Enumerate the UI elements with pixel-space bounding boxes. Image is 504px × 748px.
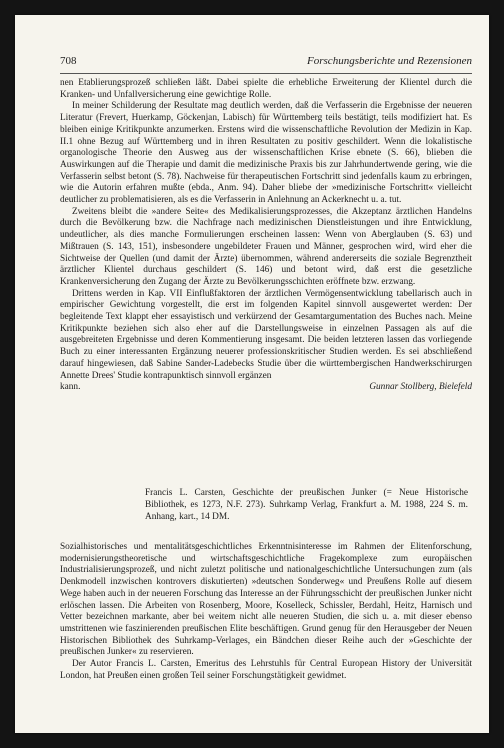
- reviewer-signature: Gunnar Stollberg, Bielefeld: [369, 382, 472, 393]
- review-2-paragraph-1: Sozialhistorisches und mentalitätsgeschichtliches Erkenntnisinteresse im Rahmen der Elitenforschung, modernisierungstheoretische und wirtschaftsgeschichtliche Fragekomplexe zum europäischen Industrialisierungsprozeß, und nicht zuletzt politische und nationalgeschichtliche Untersuchungen zum (als Denkmodell inzwischen kontrovers diskutierten) »deutschen Sonderweg« und Preußens Rolle auf diesem Wege haben auch in der neueren Forschung das Interesse an der Führungsschicht der preußischen Junker nicht erlöschen lassen. Die Arbeiten von Rosenberg, Moore, Koselleck, Schissler, Berdahl, Heitz, Harnisch und Vetter bezeichnen markante, aber bei weitem nicht alle neueren Studien, die sich u. a. mit dieser ebenso umstrittenen wie faszinierenden preußischen Elite beschäftigen. Grund genug für den Herausgeber der Neuen Historischen Bibliothek des Suhrkamp-Verlages, ein Bändchen dieser Reihe auch der »Geschichte der preußischen Junker« zu reservieren.: [60, 542, 472, 658]
- review-2-bibliography: Francis L. Carsten, Geschichte der preußischen Junker (= Neue Historische Bibliothek, es 1273, N.F. 273). Suhrkamp Verlag, Frankfurt a. M. 1988, 224 S. m. Anhang, kart., 14 DM.: [145, 488, 468, 522]
- review-1-last-word: kann.: [60, 382, 81, 393]
- section-title: Forschungsberichte und Rezensionen: [307, 55, 472, 67]
- review-1-closing-line: [60, 382, 472, 394]
- review-1-paragraph-4: Drittens werden in Kap. VII Einflußfaktoren der ärztlichen Vermögensentwicklung tabellarisch auch in empirischer Gewichtung vorgestellt, die erst im folgenden Kapitel sinnvoll ausgewertet werden: Der begleitende Text klappt eher essayistisch und verkürzend der Gesamtargumentation des Buches nach. Meine Kritikpunkte beziehen sich also eher auf die Darstellungsweise in einzelnen Passagen als auf die ausgebreiteten Ergebnisse und deren Kommentierung insgesamt. Die beiden letzteren lassen das vorliegende Buch zu einer interessanten Ergänzung neuerer professionskritischer Studien werden. Es sei abschließend darauf hingewiesen, daß Sabine Sander-Ladebecks Studie über die württembergischen Handwerkschirurgen Annette Drees' Studie kontrapunktisch sinnvoll ergänzen: [60, 288, 472, 381]
- review-2-paragraph-2: Der Autor Francis L. Carsten, Emeritus des Lehrstuhls für Central European History der Universität London, hat Preußen einen großen Teil seiner Forschungstätigkeit gewidmet.: [60, 659, 472, 681]
- page-header: [60, 55, 472, 67]
- review-1-paragraph-3: Zweitens bleibt die »andere Seite« des Medikalisierungsprozesses, die Akzeptanz ärztlichen Handelns durch die Bevölkerung bzw. die Nachfrage nach medizinischen Dienstleistungen und ihre Entwicklung, undeutlicher, als dies manche Formulierungen erscheinen lassen: Wenn von Aberglauben (S. 63) und Mißtrauen (S. 143, 151), insbesondere ungebildeter Frauen und Männer, gesprochen wird, wird eher die Sichtweise der Quellen (und damit der Ärzte) übernommen, während andererseits die soziale Begrenztheit ärztlicher Klientel durchaus geschildert (S. 146) und betont wird, daß erst die gesetzliche Krankenversicherung den Zugang der Ärzte zu Bevölkerungsschichten eröffnete bzw. erzwang.: [60, 206, 472, 287]
- document-page: [15, 15, 489, 733]
- review-2-body: [60, 542, 472, 682]
- page-number: 708: [60, 55, 77, 67]
- header-rule: [60, 73, 472, 74]
- review-1-body: [60, 78, 472, 394]
- review-1-paragraph-2: In meiner Schilderung der Resultate mag deutlich werden, daß die Verfasserin die Ergebnisse der neueren Literatur (Frevert, Huerkamp, Göckenjan, Labisch) für Württemberg teils bestätigt, teils modifiziert hat. Es bleiben einige Kritikpunkte anzumerken. Erstens wird die wissenschaftliche Revolution der Medizin in Kap. II.1 ohne Bezug auf Württemberg und in ihren Resultaten zu positiv geschildert. Wenn die lokalistische organologische Theorie den Ausweg aus der wissenschaftlichen Krise ebnete (S. 66), blieben die Auswirkungen auf die Therapie und damit die medizinische Praxis bis zur Jahrhundertwende gering, wie die Verfasserin selbst betont (S. 78). Nachweise für therapeutischen Fortschritt sind jedenfalls kaum zu erbringen, wie die Autorin erfahren mußte (ebda., Anm. 94). Daher bliebe der »medizinische Fortschritt« vielleicht deutlicher zu problematisieren, als es die Verfasserin in Anlehnung an Ackerknecht u. a. tut.: [60, 101, 472, 206]
- review-1-paragraph-1: nen Etablierungsprozeß schließen läßt. Dabei spielte die erhebliche Erweiterung der Klientel durch die Kranken- und Unfallversicherung eine gewichtige Rolle.: [60, 78, 472, 100]
